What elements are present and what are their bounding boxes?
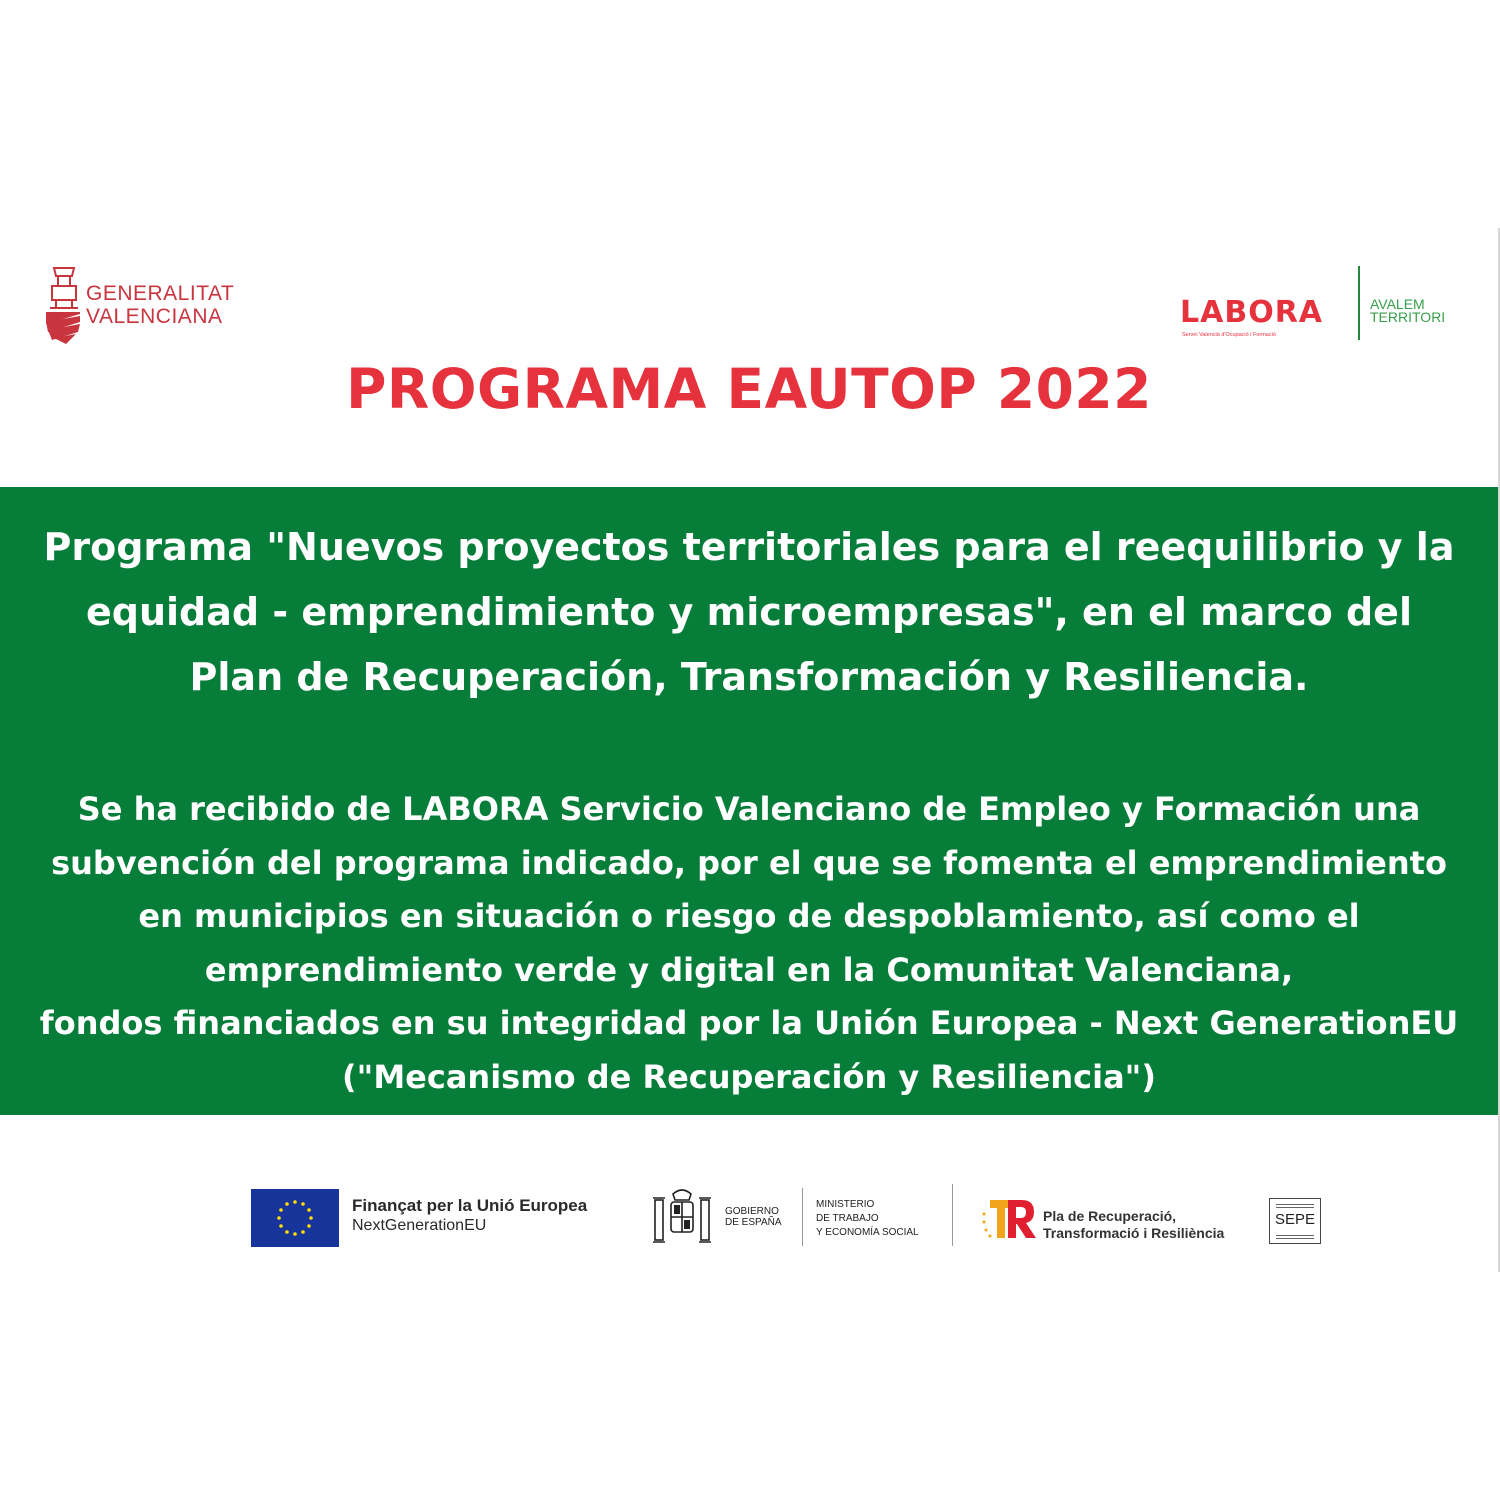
labora-divider: [1358, 266, 1360, 340]
labora-wordmark: LABORA: [1180, 295, 1324, 330]
recovery-plan-line-2: Transformació i Resiliència: [1043, 1225, 1225, 1241]
sepe-decor-line: [1276, 1207, 1314, 1208]
avalem-line-2: TERRITORI: [1370, 309, 1446, 325]
ministry-text: [816, 1198, 919, 1240]
program-body-line: subvención del programa indicado, por el que se fomenta el emprendimiento: [51, 843, 1447, 882]
labora-subtitle: Servei Valencià d'Ocupació i Formació: [1182, 332, 1276, 338]
recovery-plan-text: [1043, 1208, 1224, 1242]
poster-sheet: [0, 228, 1500, 1272]
sepe-wordmark: SEPE: [1274, 1211, 1316, 1228]
labora-logo: [1180, 266, 1460, 346]
program-heading-line: equidad - emprendimiento y microempresas", en el marco del: [86, 590, 1412, 634]
program-info-block: [0, 487, 1498, 1115]
program-body-line: fondos financiados en su integridad por la Unión Europea - Next GenerationEU: [39, 1004, 1459, 1042]
program-body-line: ("Mecanismo de Recuperación y Resiliencia"): [342, 1057, 1156, 1096]
spain-coat-of-arms-icon: [651, 1186, 713, 1248]
eu-flag-icon: [251, 1189, 339, 1247]
generalitat-line-2: VALENCIANA: [86, 305, 223, 328]
sepe-decor-line: [1276, 1235, 1314, 1236]
avalem-territori-logo: [1370, 298, 1445, 324]
ministry-line-3: Y ECONOMÍA SOCIAL: [816, 1227, 919, 1238]
generalitat-line-1: GENERALITAT: [86, 282, 235, 305]
program-body-line: en municipios en situación o riesgo de despoblamiento, así como el: [138, 897, 1360, 935]
gobierno-line-1: GOBIERNO: [725, 1206, 779, 1217]
program-heading-line: Programa "Nuevos proyectos territoriales para el reequilibrio y la: [43, 525, 1455, 569]
program-title: PROGRAMA EAUTOP 2022: [346, 357, 1152, 421]
generalitat-wordmark: [86, 282, 234, 328]
program-body-line: emprendimiento verde y digital en la Comunitat Valenciana,: [204, 950, 1294, 989]
ministry-line-2: DE TRABAJO: [816, 1213, 879, 1224]
footer-separator: [952, 1184, 953, 1246]
sepe-decor-line: [1276, 1238, 1314, 1239]
sepe-logo: [1269, 1198, 1321, 1244]
gobierno-espana-text: [725, 1206, 782, 1228]
sepe-decor-line: [1276, 1204, 1314, 1205]
eu-funding-line-2: NextGenerationEU: [352, 1217, 487, 1234]
program-body-line: Se ha recibido de LABORA Servicio Valenciano de Empleo y Formación una: [77, 790, 1421, 828]
program-heading-line: Plan de Recuperación, Transformación y Resiliencia.: [189, 655, 1309, 699]
ministry-line-1: MINISTERIO: [816, 1199, 875, 1210]
gobierno-line-2: DE ESPAÑA: [725, 1217, 782, 1228]
recovery-plan-line-1: Pla de Recuperació,: [1043, 1208, 1177, 1224]
generalitat-valenciana-logo: [44, 264, 254, 346]
program-heading: [10, 515, 1488, 710]
eu-funding-line-1: Finançat per la Unió Europea: [352, 1196, 588, 1215]
footer-separator: [802, 1188, 803, 1246]
program-body: [0, 783, 1498, 1104]
recovery-plan-tr-icon: [980, 1194, 1038, 1244]
eu-funding-text: [352, 1196, 587, 1236]
generalitat-emblem-icon: [44, 264, 84, 346]
funding-logos-footer: [0, 1174, 1498, 1254]
avalem-line-1: AVALEM: [1370, 296, 1425, 312]
